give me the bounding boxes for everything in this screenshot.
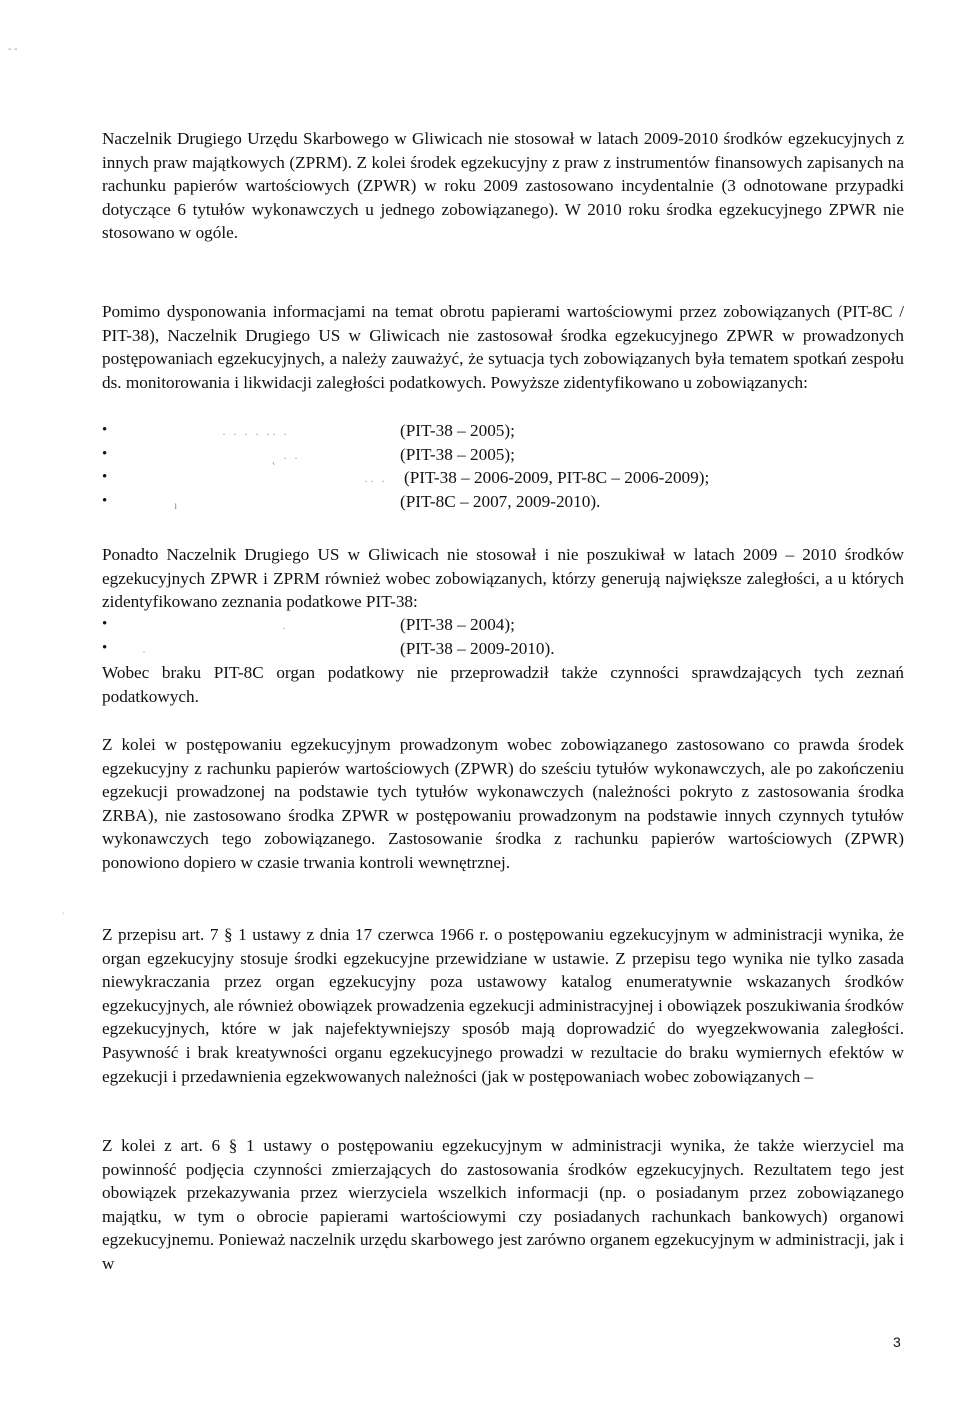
scan-artifact: ˙	[62, 912, 66, 923]
list-item	[102, 490, 904, 514]
list-item-text: (PIT-38 – 2009-2010).	[400, 638, 555, 658]
bullet-icon: •	[102, 616, 108, 632]
bullet-icon: •	[102, 422, 108, 438]
list-item	[102, 637, 904, 661]
list-item	[102, 466, 904, 490]
taxpayer-list-1	[102, 419, 904, 513]
list-item-text: (PIT-38 – 2005);	[400, 421, 515, 440]
redacted-name: ·	[282, 621, 288, 635]
list-item-text: (PIT-8C – 2007, 2009-2010).	[400, 491, 601, 511]
redacted-name: ·	[142, 644, 148, 659]
bullet-icon: •	[102, 639, 108, 656]
redacted-name: ·· ·	[364, 474, 387, 489]
list-item-text: (PIT-38 – 2006-2009, PIT-8C – 2006-2009);	[404, 468, 710, 488]
paragraph-art-7: Z przepisu art. 7 § 1 ustawy z dnia 17 czerwca 1966 r. o postępowaniu egzekucyjnym w administracji wynika, że organ egzekucyjny stosuje środki egzekucyjne przewidziane w ustawie. Z przepisu tego wynika nie tylko zasada niewykraczania przez organ egzekucyjny poza ustawowy katalog enumeratywnie wskazanych środków egzekucyjnych, ale również obowiązek prowadzenia egzekucji administracyjnej i obowiązek poszukiwania środków egzekucyjnych, które w jak najefektywniejszy sposób mają doprowadzić do wyegzekwowania zaległości. Pasywność i brak kreatywności organu egzekucyjnego prowadzi w rezultacie do braku wymiernych efektów w egzekucji i przedawnienia egzekwowanych należności (jak w postępowaniach wobec zobowiązanych –	[102, 925, 904, 1086]
page-number: 3	[893, 1334, 901, 1350]
redacted-name: ı	[174, 497, 180, 512]
bullet-icon: •	[102, 492, 108, 509]
paragraph-zpwr-application: Z kolei w postępowaniu egzekucyjnym prowadzonym wobec zobowiązanego zastosowano co prawda środek egzekucyjny z rachunku papierów wartościowych (ZPWR) do sześciu tytułów wykonawczych, ale po zakończeniu egzekucji prowadzonej na podstawie tych tytułów wykonawczych (należności pokryto z zastosowania środka ZRBA), nie zastosowano środka ZPWR w postępowaniu prowadzonym na podstawie innych czynnych tytułów wykonawczych tego zobowiązanego. Zastosowanie środka z rachunku papierów wartościowych (ZPWR) ponowiono dopiero w czasie trwania kontroli wewnętrznej.	[102, 735, 904, 872]
redacted-name: ˛ · ·	[272, 450, 300, 465]
list-item	[102, 443, 904, 467]
bullet-icon: •	[102, 445, 108, 462]
paragraph-no-pit8c: Wobec braku PIT-8C organ podatkowy nie przeprowadził także czynności sprawdzających tych zeznań podatkowych.	[102, 663, 904, 706]
paragraph-zprm-zpwr: Naczelnik Drugiego Urzędu Skarbowego w Gliwicach nie stosował w latach 2009-2010 środków egzekucyjnych z innych praw majątkowych (ZPRM). Z kolei środek egzekucyjny z praw z instrumentów finansowych zapisanych na rachunku papierów wartościowych (ZPWR) w roku 2009 zastosowano incydentalnie (3 odnotowane przypadki dotyczące 6 tytułów wykonawczych u jednego zobowiązanego). W 2010 roku środka egzekucyjnego ZPWR nie stosowano w ogóle.	[102, 129, 904, 243]
paragraph-largest-arrears: Ponadto Naczelnik Drugiego US w Gliwicach nie stosował i nie poszukiwał w latach 2009 – 2010 środków egzekucyjnych ZPWR i ZPRM również wobec zobowiązanych, którzy generują największe zaległości, a u których zidentyfikowano zeznania podatkowe PIT-38:	[102, 545, 904, 612]
paragraph-art-6: Z kolei z art. 6 § 1 ustawy o postępowaniu egzekucyjnym w administracji wynika, że także wierzyciel ma powinność podjęcia czynności zmierzających do zastosowania środków egzekucyjnych. Rezultatem tego jest obowiązek przekazywania przez wierzyciela wszelkich informacji (np. o posiadanym przez zobowiązanego majątku, w tym o obrocie papierami wartościowymi czy posiadanych rachunkach bankowych) organowi egzekucyjnemu. Ponieważ naczelnik urzędu skarbowego jest zarówno organem egzekucyjnym w administracji, jak i w	[102, 1136, 904, 1273]
list-item	[102, 613, 904, 637]
scan-artifact: - -	[8, 44, 18, 55]
bullet-icon: •	[102, 469, 108, 486]
list-item-text: (PIT-38 – 2005);	[400, 444, 515, 464]
paragraph-pit-information: Pomimo dysponowania informacjami na temat obrotu papierami wartościowymi przez zobowiązanych (PIT-8C / PIT-38), Naczelnik Drugiego US w Gliwicach nie zastosował środka egzekucyjnego ZPWR w prowadzonych postępowaniach egzekucyjnych, a należy zauważyć, że sytuacja tych zobowiązanych była tematem spotkań zespołu ds. monitorowania i likwidacji zaległości podatkowych. Powyższe zidentyfikowano u zobowiązanych:	[102, 302, 904, 392]
redacted-name: · · · · ·· ·	[222, 427, 289, 441]
list-item-text: (PIT-38 – 2004);	[400, 615, 515, 634]
taxpayer-list-2	[102, 613, 904, 660]
list-item	[102, 419, 904, 443]
